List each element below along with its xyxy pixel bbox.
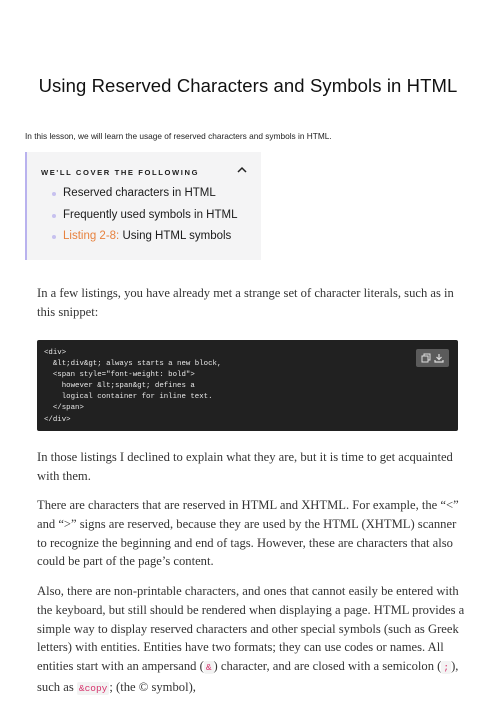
paragraph-4-text: ), such as bbox=[37, 659, 459, 694]
toc-item[interactable] bbox=[63, 230, 237, 252]
toc-item-label: Reserved characters in HTML bbox=[63, 187, 216, 199]
paragraph-4-text: Also, there are non-printable characters, and ones that cannot easily be entered with the keyboard, but still should be rendered when displaying a page. HTML provides a simple way to display reserved characters and other special symbols (such as Greek letters) with entities. Entities have two formats; they can use codes or names. All entities start with an ampersand ( bbox=[37, 584, 465, 674]
bullet-icon bbox=[52, 192, 56, 196]
bullet-icon bbox=[52, 214, 56, 218]
toc-item[interactable] bbox=[63, 187, 237, 209]
chevron-up-icon[interactable] bbox=[236, 165, 248, 175]
toc-heading: WE'LL COVER THE FOLLOWING bbox=[41, 168, 200, 177]
code-block bbox=[37, 340, 458, 431]
inline-code-ampersand: & bbox=[205, 662, 212, 674]
toc-item[interactable] bbox=[63, 209, 237, 231]
paragraph-4-text: ; (the © symbol), bbox=[109, 679, 196, 694]
paragraph-4-text: ) character, and are closed with a semicolon ( bbox=[213, 659, 442, 674]
toc-item-prefix: Listing 2-8: bbox=[63, 230, 120, 242]
lesson-title: Using Reserved Characters and Symbols in HTML bbox=[38, 75, 458, 96]
paragraph-4 bbox=[37, 582, 465, 699]
inline-code-copy: &copy bbox=[78, 682, 108, 694]
paragraph-2: In those listings I declined to explain what they are, but it is time to get acquainted with them. bbox=[37, 450, 453, 483]
lesson-intro: In this lesson, we will learn the usage of reserved characters and symbols in HTML. bbox=[25, 131, 332, 141]
toc-list bbox=[63, 187, 237, 252]
toc-item-label: Using HTML symbols bbox=[119, 230, 232, 242]
code-toolbar bbox=[416, 349, 449, 367]
code-snippet: <div> &lt;div&gt; always starts a new block, <span style="font-weight: bold"> however &lt;span&gt; defines a logical container for inline text. </span> </div> bbox=[44, 349, 222, 424]
paragraph-1: In a few listings, you have already met a strange set of character literals, such as in this snippet: bbox=[37, 286, 454, 319]
toc-item-label: Frequently used symbols in HTML bbox=[63, 208, 238, 221]
paragraph-3: There are characters that are reserved in HTML and XHTML. For example, the “<” and “>” signs are reserved, because they are used by the HTML (XHTML) scanner to recognize the beginning and end of tags. However, these are characters that also could be part of the page’s content. bbox=[37, 498, 459, 569]
toc-panel bbox=[25, 152, 261, 260]
copy-icon[interactable] bbox=[421, 353, 431, 363]
inline-code-semicolon: ; bbox=[443, 662, 450, 674]
download-icon[interactable] bbox=[434, 353, 444, 363]
bullet-icon bbox=[52, 235, 56, 239]
